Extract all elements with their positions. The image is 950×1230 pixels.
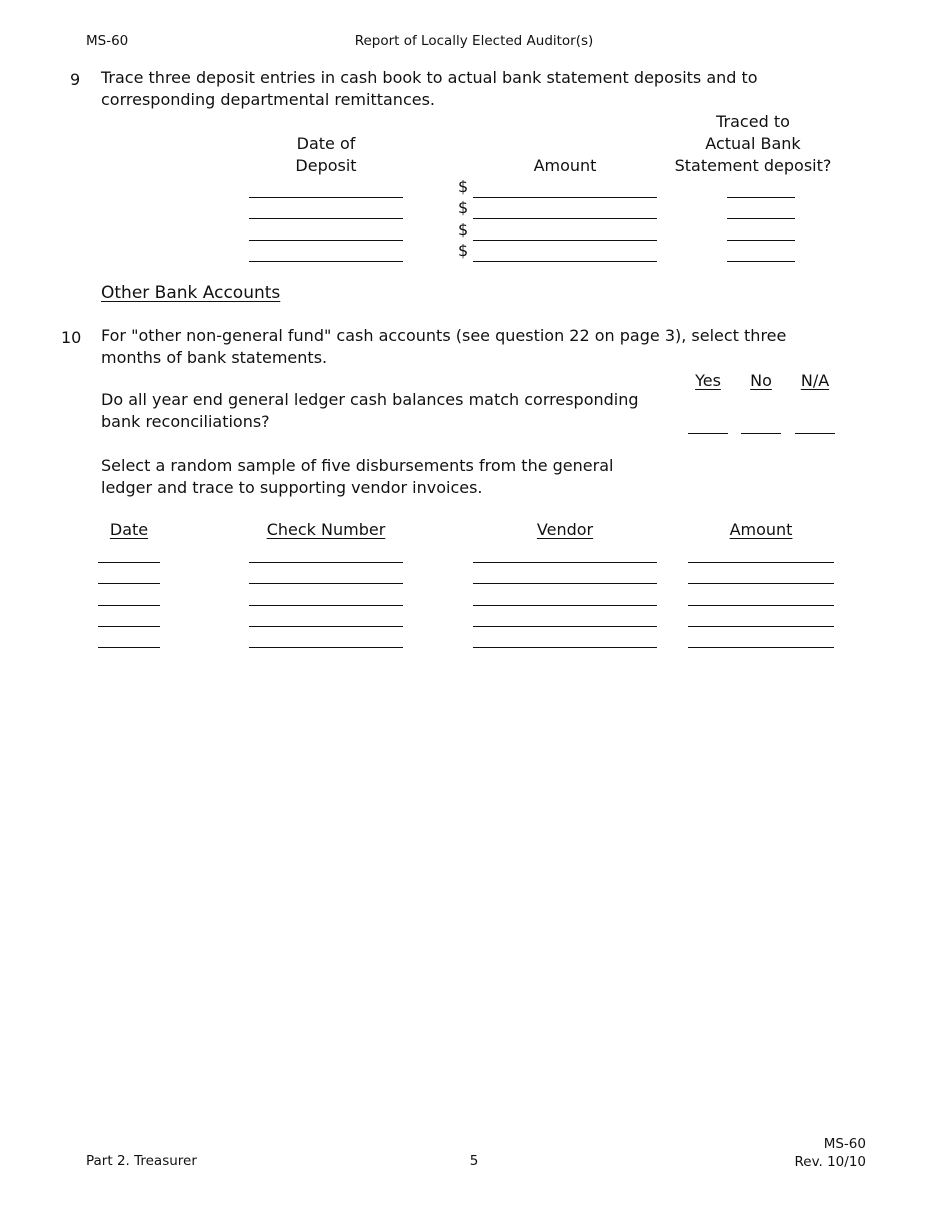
q10-amount-field-3[interactable] bbox=[688, 605, 834, 606]
q9-traced-field-4[interactable] bbox=[727, 261, 795, 262]
q10-amount-field-5[interactable] bbox=[688, 647, 834, 648]
q10-sample-line2: ledger and trace to supporting vendor invoices. bbox=[101, 478, 483, 497]
q10-col-check-number: Check Number bbox=[266, 520, 386, 539]
q10-vendor-field-4[interactable] bbox=[473, 626, 657, 627]
q10-check-field-1[interactable] bbox=[249, 562, 403, 563]
q10-text-line1: For "other non-general fund" cash accounts (see question 22 on page 3), select three bbox=[101, 326, 787, 345]
q10-check-field-3[interactable] bbox=[249, 605, 403, 606]
q9-date-field-2[interactable] bbox=[249, 218, 403, 219]
q9-traced-field-2[interactable] bbox=[727, 218, 795, 219]
q9-amount-field-1[interactable] bbox=[473, 197, 657, 198]
q10-col-amount: Amount bbox=[729, 520, 793, 539]
q9-amount-field-2[interactable] bbox=[473, 218, 657, 219]
yes-answer-field[interactable] bbox=[688, 433, 728, 434]
q9-traced-field-1[interactable] bbox=[727, 197, 795, 198]
q10-text-line2: months of bank statements. bbox=[101, 348, 328, 367]
q10-sample-line1: Select a random sample of five disbursements from the general bbox=[101, 456, 614, 475]
page-number: 5 bbox=[469, 1153, 479, 1169]
q10-col-vendor: Vendor bbox=[536, 520, 594, 539]
q9-date-field-3[interactable] bbox=[249, 240, 403, 241]
q10-vendor-field-2[interactable] bbox=[473, 583, 657, 584]
q9-col-traced-l1: Traced to bbox=[716, 112, 790, 131]
footer-revision: Rev. 10/10 bbox=[794, 1154, 866, 1170]
q9-dollar-3: $ bbox=[458, 220, 469, 239]
q9-date-field-1[interactable] bbox=[249, 197, 403, 198]
q9-col-date-l1: Date of bbox=[296, 134, 356, 153]
q10-check-field-5[interactable] bbox=[249, 647, 403, 648]
q9-col-traced-l2: Actual Bank bbox=[705, 134, 801, 153]
q10-check-field-2[interactable] bbox=[249, 583, 403, 584]
q9-dollar-1: $ bbox=[458, 177, 469, 196]
q10-vendor-field-5[interactable] bbox=[473, 647, 657, 648]
q9-date-field-4[interactable] bbox=[249, 261, 403, 262]
q10-col-date: Date bbox=[109, 520, 149, 539]
na-column-label: N/A bbox=[800, 371, 830, 390]
no-answer-field[interactable] bbox=[741, 433, 781, 434]
q9-dollar-4: $ bbox=[458, 241, 469, 260]
q9-amount-field-3[interactable] bbox=[473, 240, 657, 241]
q10-number: 10 bbox=[61, 328, 82, 347]
q9-text bbox=[101, 67, 861, 111]
other-bank-accounts-heading: Other Bank Accounts bbox=[101, 283, 281, 303]
q10-vendor-field-3[interactable] bbox=[473, 605, 657, 606]
q10-sample-instructions bbox=[101, 455, 671, 499]
no-column-label: No bbox=[750, 371, 772, 390]
footer-form-code: MS-60 bbox=[823, 1136, 866, 1152]
yes-column-label: Yes bbox=[695, 371, 721, 390]
footer-section: Part 2. Treasurer bbox=[86, 1153, 197, 1169]
na-answer-field[interactable] bbox=[795, 433, 835, 434]
q10-amount-field-2[interactable] bbox=[688, 583, 834, 584]
q10-text bbox=[101, 325, 861, 369]
q9-col-date-header bbox=[248, 133, 404, 177]
q10-question-line1: Do all year end general ledger cash balances match corresponding bbox=[101, 390, 639, 409]
q10-amount-field-1[interactable] bbox=[688, 562, 834, 563]
q10-date-field-2[interactable] bbox=[98, 583, 160, 584]
q10-question bbox=[101, 389, 671, 433]
q10-date-field-3[interactable] bbox=[98, 605, 160, 606]
q10-question-line2: bank reconciliations? bbox=[101, 412, 270, 431]
q9-text-line2: corresponding departmental remittances. bbox=[101, 90, 436, 109]
q9-col-amount-header: Amount bbox=[533, 156, 597, 175]
q9-traced-field-3[interactable] bbox=[727, 240, 795, 241]
q10-check-field-4[interactable] bbox=[249, 626, 403, 627]
q9-amount-field-4[interactable] bbox=[473, 261, 657, 262]
report-title: Report of Locally Elected Auditor(s) bbox=[354, 33, 594, 49]
q9-text-line1: Trace three deposit entries in cash book to actual bank statement deposits and to bbox=[101, 68, 758, 87]
q10-vendor-field-1[interactable] bbox=[473, 562, 657, 563]
q9-col-date-l2: Deposit bbox=[295, 156, 357, 175]
q9-col-traced-l3: Statement deposit? bbox=[674, 156, 832, 175]
q9-col-traced-header bbox=[668, 111, 838, 177]
q9-number: 9 bbox=[70, 70, 81, 89]
form-code: MS-60 bbox=[86, 33, 129, 49]
q10-date-field-4[interactable] bbox=[98, 626, 160, 627]
q9-dollar-2: $ bbox=[458, 198, 469, 217]
q10-date-field-1[interactable] bbox=[98, 562, 160, 563]
q10-amount-field-4[interactable] bbox=[688, 626, 834, 627]
q10-date-field-5[interactable] bbox=[98, 647, 160, 648]
